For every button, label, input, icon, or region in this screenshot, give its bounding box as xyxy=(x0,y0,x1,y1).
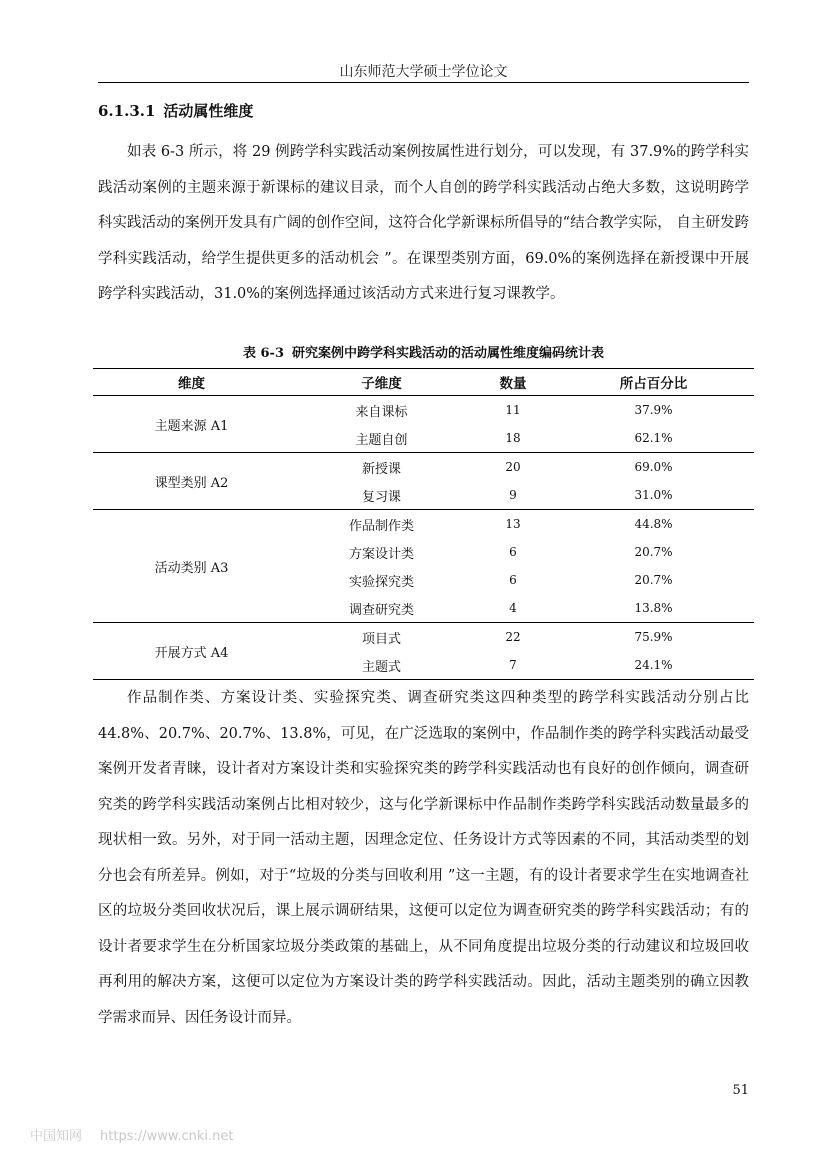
percent-cell: 62.1% xyxy=(553,424,754,453)
count-cell: 22 xyxy=(505,630,521,644)
dimension-cell: 课型类别 A2 xyxy=(93,453,290,510)
subdimension-cell: 项目式 xyxy=(361,631,401,647)
percent-cell: 31.0% xyxy=(553,481,754,510)
header-count: 数量 xyxy=(473,369,553,396)
percent-cell: 24.1% xyxy=(553,651,754,680)
page-number: 51 xyxy=(732,1083,749,1098)
subdimension-cell: 新授课 xyxy=(361,461,401,477)
table-row xyxy=(93,453,754,482)
subdimension-cell: 来自课标 xyxy=(355,404,408,420)
running-header: 山东师范大学硕士学位论文 xyxy=(339,64,508,80)
body-paragraph-2: 作品制作类、方案设计类、实验探究类、调查研究类这四种类型的跨学科实践活动分别占比 44.8%、20.7%、20.7%、13.8%，可见，在广泛选取的案例中，作品制作类的跨学科实践活动最受案例开发者青睐，设计者对方案设计类和实验探究类的跨学科实践活动也有良好的创作倾向，调查研究类的跨学科实践活动案例占比相对较少，这与化学新课标中作品制作类跨学科实践活动数量最多的现状相一致。另外，对于同一活动主题，因理念定位、任务设计方式等因素的不同，其活动类型的划分也会有所差异。例如，对于“垃圾的分类与回收利用 ”这一主题，有的设计者要求学生在实地调查社区的垃圾分类回收状况后，课上展示调研结果，这便可以定位为调查研究类的跨学科实践活动；有的设计者要求学生在分析国家垃圾分类政策的基础上，从不同角度提出垃圾分类的行动建议和垃圾回收再利用的解决方案，这便可以定位为方案设计类的跨学科实践活动。因此，活动主题类别的确立因教学需求而异、因任务设计而异。 xyxy=(98,690,749,1026)
percent-cell: 75.9% xyxy=(634,630,673,644)
table-caption-number: 表 6-3 xyxy=(242,346,284,361)
percent-cell: 44.8% xyxy=(634,517,673,531)
percent-cell: 13.8% xyxy=(553,594,754,623)
dimension-cell: 活动类别 A3 xyxy=(93,510,290,623)
subdimension-cell: 作品制作类 xyxy=(348,518,414,534)
subdimension-cell: 实验探究类 xyxy=(348,574,414,590)
percent-cell: 20.7% xyxy=(634,545,673,559)
count-cell: 18 xyxy=(473,424,553,453)
table-row xyxy=(93,396,754,425)
table-body xyxy=(93,396,754,680)
cnki-watermark xyxy=(30,1127,233,1147)
attribute-coding-table xyxy=(93,368,754,680)
body-paragraph-1: 如表 6-3 所示，将 29 例跨学科实践活动案例按属性进行划分，可以发现，有 37.9%的跨学科实践活动案例的主题来源于新课标的建议目录，而个人自创的跨学科实践活动占绝大多数，这说明跨学科实践活动的案例开发具有广阔的创作空间，这符合化学新课标所倡导的“结合教学实际， 自主研发跨学科实践活动，给学生提供更多的活动机会 ”。在课型类别方面，69.0%的案例选择在新授课中开展跨学科实践活动，31.0%的案例选择通过该活动方式来进行复习课教学。 xyxy=(98,144,749,302)
dimension-cell: 开展方式 A4 xyxy=(93,623,290,680)
count-cell: 7 xyxy=(473,651,553,680)
subdimension-cell: 方案设计类 xyxy=(348,546,414,562)
header-percent: 所占百分比 xyxy=(553,369,754,396)
table-caption-title: 研究案例中跨学科实践活动的活动属性维度编码统计表 xyxy=(292,346,605,361)
section-heading xyxy=(98,99,253,123)
percent-cell: 37.9% xyxy=(634,403,673,417)
table-header-row xyxy=(93,369,754,396)
dimension-cell: 主题来源 A1 xyxy=(93,396,290,453)
subdimension-cell: 主题式 xyxy=(290,651,473,680)
subdimension-cell: 主题自创 xyxy=(290,424,473,453)
section-title: 活动属性维度 xyxy=(163,102,254,120)
subdimension-cell: 复习课 xyxy=(290,481,473,510)
count-cell: 20 xyxy=(505,460,521,474)
header-dimension: 维度 xyxy=(93,369,290,396)
watermark-brand: 中国知网 xyxy=(30,1129,83,1144)
count-cell: 13 xyxy=(505,517,521,531)
count-cell: 9 xyxy=(473,481,553,510)
subdimension-cell: 调查研究类 xyxy=(290,594,473,623)
section-number: 6.1.3.1 xyxy=(98,102,156,120)
count-cell: 4 xyxy=(473,594,553,623)
header-rule xyxy=(98,82,749,83)
header-subdimension: 子维度 xyxy=(290,369,473,396)
count-cell: 6 xyxy=(509,573,517,587)
table-row xyxy=(93,623,754,652)
table-row xyxy=(93,510,754,539)
table-caption xyxy=(98,343,749,365)
count-cell: 11 xyxy=(505,403,521,417)
watermark-url: https://www.cnki.net xyxy=(100,1129,234,1144)
percent-cell: 69.0% xyxy=(634,460,673,474)
percent-cell: 20.7% xyxy=(634,573,673,587)
count-cell: 6 xyxy=(509,545,517,559)
